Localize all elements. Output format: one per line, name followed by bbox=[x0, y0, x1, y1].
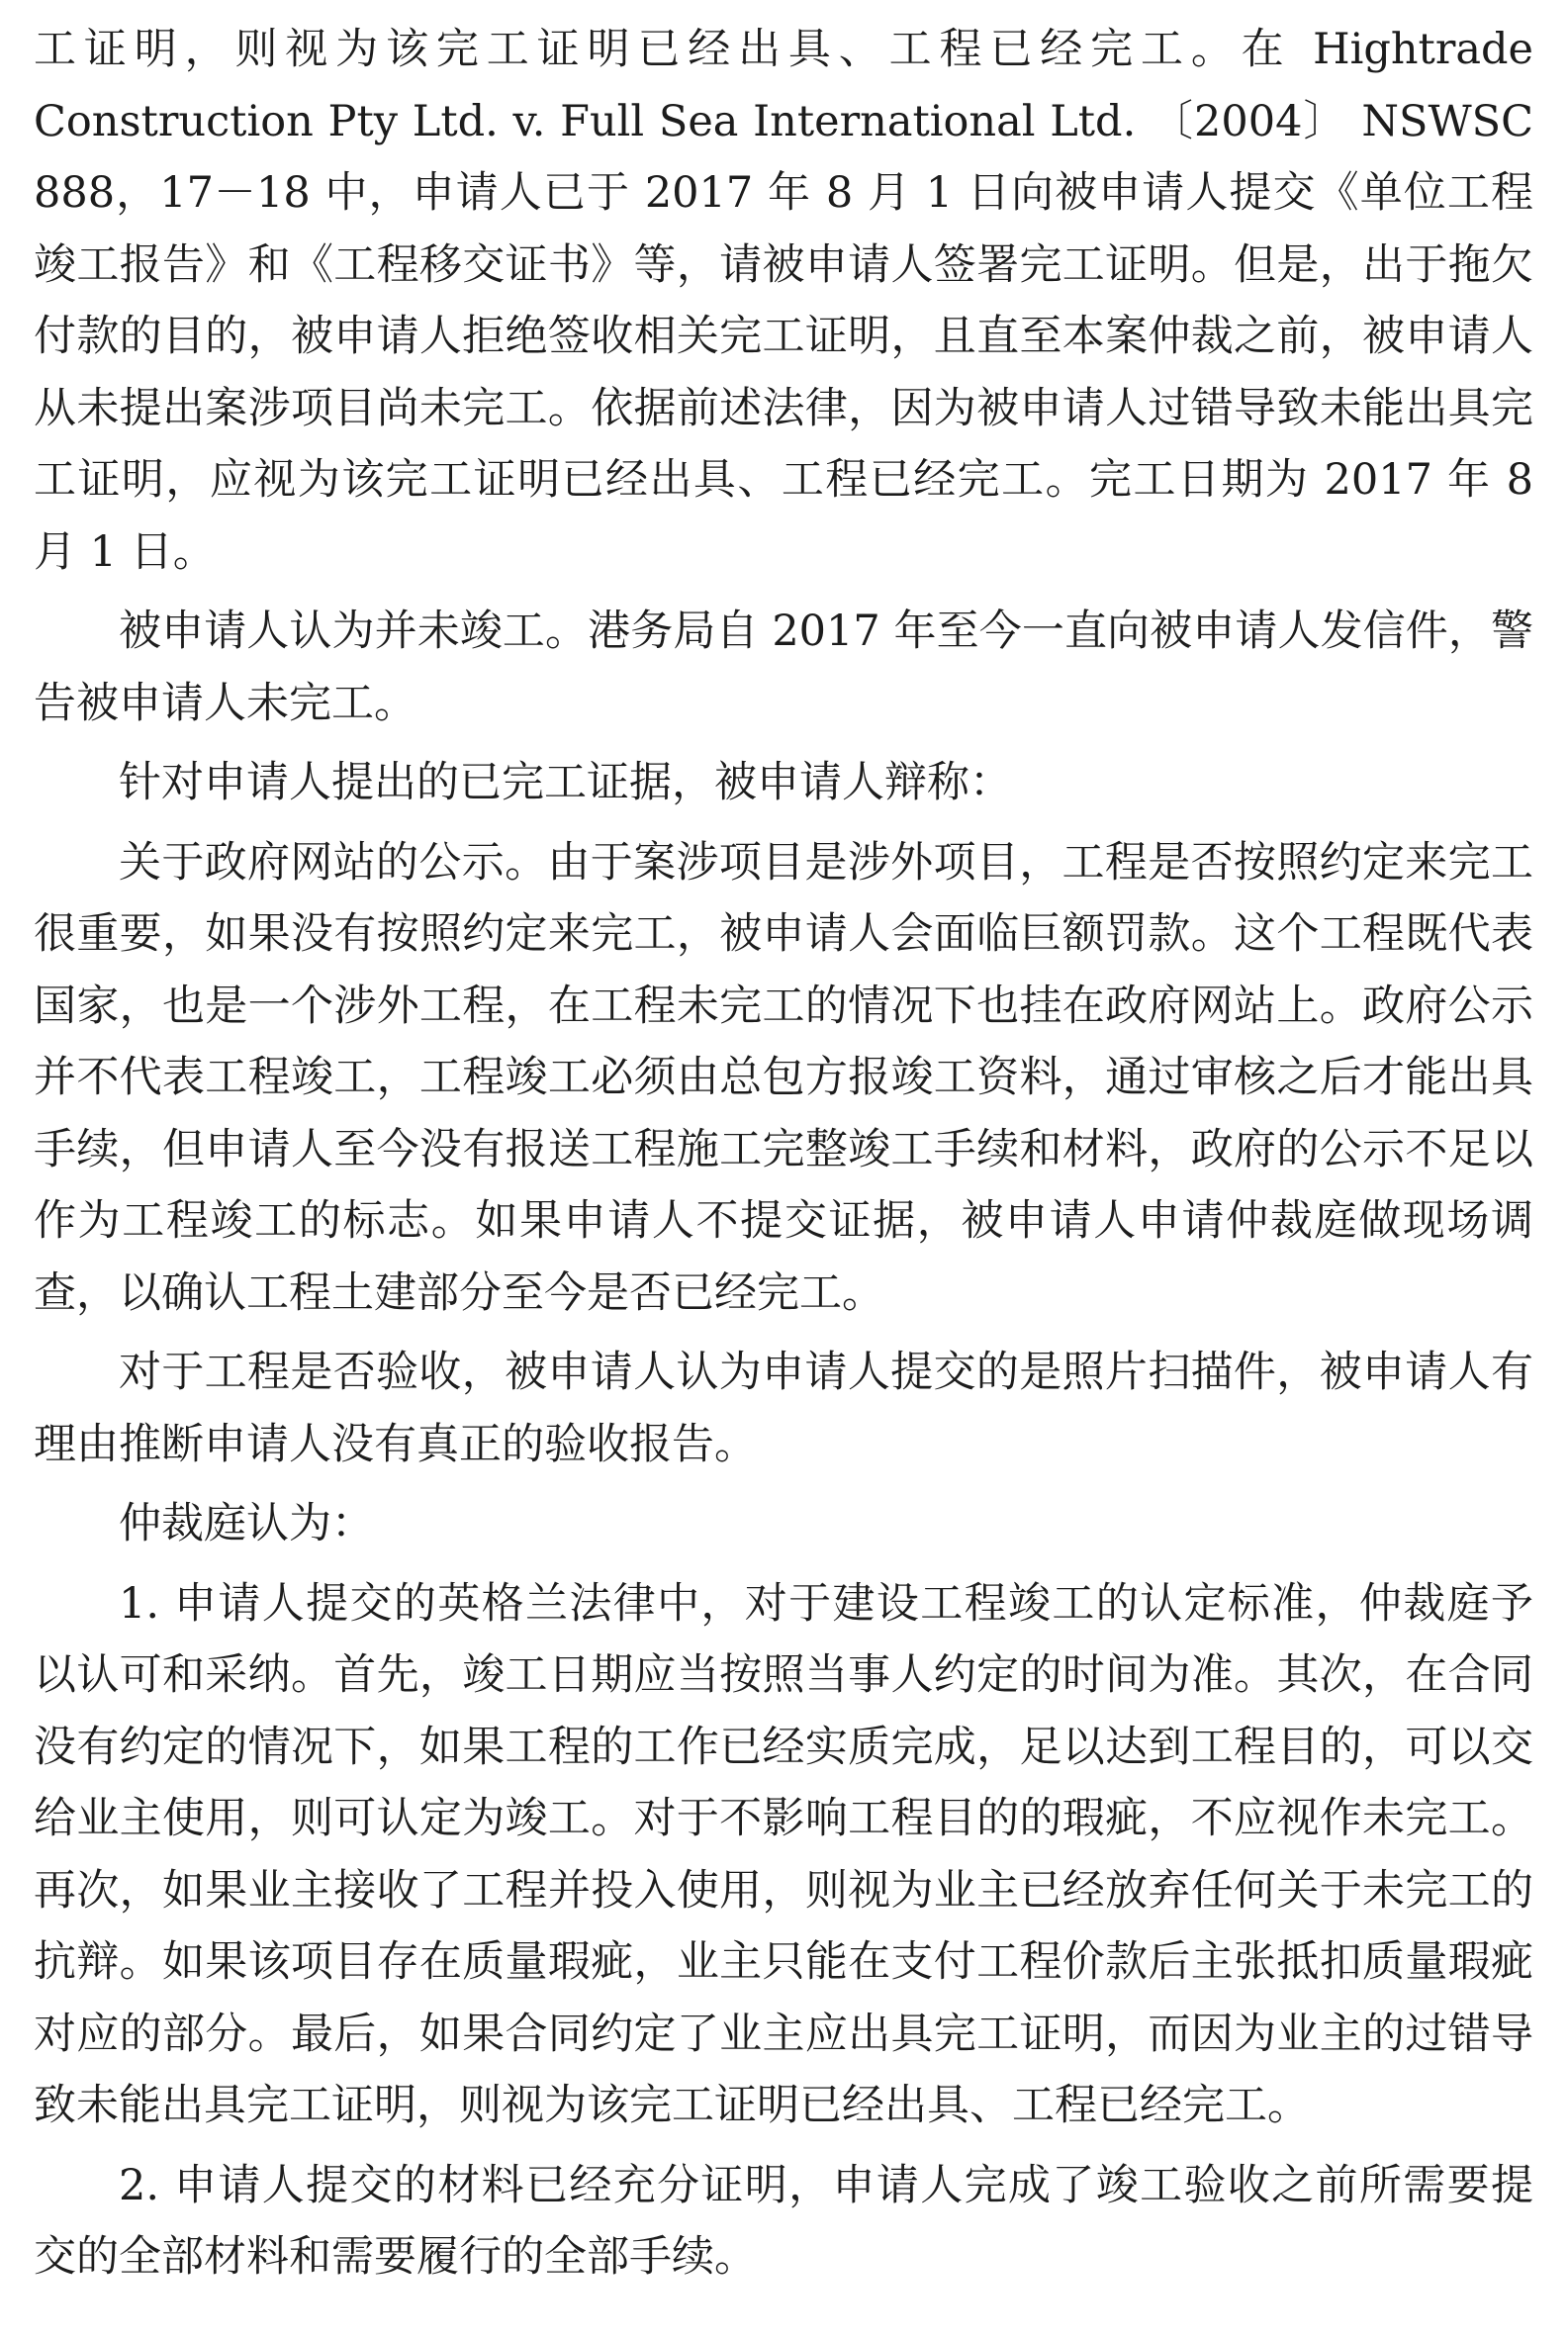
paragraph-acceptance: 对于工程是否验收，被申请人认为申请人提交的是照片扫描件，被申请人有理由推断申请人没有真正的验收报告。 bbox=[34, 1348, 1533, 1469]
paragraph-finding-2: 2. 申请人提交的材料已经充分证明，申请人完成了竣工验收之前所需要提交的全部材料和需要履行的全部手续。 bbox=[34, 2160, 1533, 2282]
document-page bbox=[34, 14, 1533, 2301]
paragraph-respondent-argues: 针对申请人提出的已完工证据，被申请人辩称： bbox=[119, 758, 1012, 807]
paragraph-respondent-view: 被申请人认为并未竣工。港务局自 2017 年至今一直向被申请人发信件，警告被申请人未完工。 bbox=[34, 607, 1533, 728]
paragraph-tribunal-heading: 仲裁庭认为： bbox=[119, 1499, 374, 1548]
paragraph-finding-1: 1. 申请人提交的英格兰法律中，对于建设工程竣工的认定标准，仲裁庭予以认可和采纳。首先，竣工日期应当按照当事人约定的时间为准。其次，在合同没有约定的情况下，如果工程的工作已经实质完成，足以达到工程目的，可以交给业主使用，则可认定为竣工。对于不影响工程目的的瑕疵，不应视作未完工。再次，如果业主接收了工程并投入使用，则视为业主已经放弃任何关于未完工的抗辩。如果该项目存在质量瑕疵，业主只能在支付工程价款后主张抵扣质量瑕疵对应的部分。最后，如果合同约定了业主应出具完工证明，而因为业主的过错导致未能出具完工证明，则视为该完工证明已经出具、工程已经完工。 bbox=[34, 1578, 1533, 2130]
paragraph-government-website: 关于政府网站的公示。由于案涉项目是涉外项目，工程是否按照约定来完工很重要，如果没有按照约定来完工，被申请人会面临巨额罚款。这个工程既代表国家，也是一个涉外工程，在工程未完工的情况下也挂在政府网站上。政府公示并不代表工程竣工，工程竣工必须由总包方报竣工资料，通过审核之后才能出具手续，但申请人至今没有报送工程施工完整竣工手续和材料，政府的公示不足以作为工程竣工的标志。如果申请人不提交证据，被申请人申请仲裁庭做现场调查，以确认工程土建部分至今是否已经完工。 bbox=[34, 837, 1533, 1318]
paragraph-continuation: 工证明，则视为该完工证明已经出具、工程已经完工。在 Hightrade Construction Pty Ltd. v. Full Sea International Ltd. 〔2004〕 NSWSC 888，17－18 中，申请人已于 2017 年 8 月 1 日向被申请人提交《单位工程竣工报告》和《工程移交证书》等，请被申请人签署完工证明。但是，出于拖欠付款的目的，被申请人拒绝签收相关完工证明，且直至本案仲裁之前，被申请人从未提出案涉项目尚未完工。依据前述法律，因为被申请人过错导致未能出具完工证明，应视为该完工证明已经出具、工程已经完工。完工日期为 2017 年 8 月 1 日。 bbox=[34, 25, 1533, 577]
